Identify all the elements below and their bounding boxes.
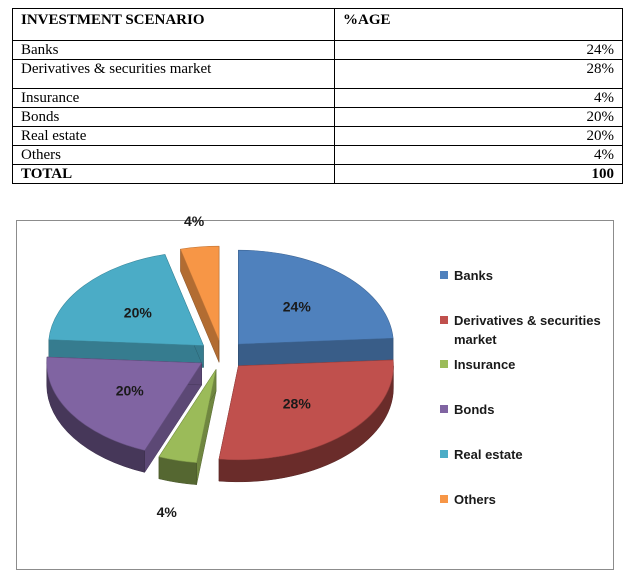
table-cell-percentage: 24% — [335, 41, 623, 60]
table-cell-percentage: 4% — [335, 146, 623, 165]
legend-item-insurance — [440, 355, 620, 374]
slice-data-label: 28% — [282, 395, 311, 412]
table-cell-percentage: 28% — [335, 60, 623, 89]
legend-swatch — [440, 271, 448, 279]
slice-data-label: 24% — [282, 298, 311, 315]
slice-data-label: 20% — [123, 304, 152, 321]
pie-slice-top — [238, 250, 393, 344]
pie-slice — [238, 250, 393, 366]
pie-slice — [219, 360, 393, 482]
legend-swatch — [440, 450, 448, 458]
slice-data-label: 4% — [156, 503, 177, 520]
table-cell-category: Real estate — [13, 127, 335, 146]
legend-item-others — [440, 490, 620, 509]
legend-label: Bonds — [454, 402, 495, 417]
legend-swatch — [440, 316, 448, 324]
table-cell-category: Insurance — [13, 89, 335, 108]
slice-data-label: 4% — [184, 212, 205, 229]
legend-item-real-estate — [440, 445, 620, 464]
table-cell-percentage: 20% — [335, 108, 623, 127]
slice-data-label: 20% — [115, 382, 144, 399]
legend-label: Insurance — [454, 357, 516, 372]
table-header-scenario: INVESTMENT SCENARIO — [13, 9, 335, 41]
table-cell-percentage: 4% — [335, 89, 623, 108]
legend-item-bonds — [440, 400, 620, 419]
legend-swatch — [440, 405, 448, 413]
table-cell-category: Banks — [13, 41, 335, 60]
legend-label: Banks — [454, 268, 494, 283]
table-cell-percentage: 20% — [335, 127, 623, 146]
legend-label: Real estate — [454, 447, 523, 462]
table-cell-category: Derivatives & securities market — [13, 60, 335, 89]
legend-item-banks — [440, 266, 620, 285]
legend-item-derivatives — [440, 311, 620, 349]
table-total-label: TOTAL — [13, 165, 335, 184]
table-header-percentage: %AGE — [335, 9, 623, 41]
table-total-value: 100 — [335, 165, 623, 184]
table-cell-category: Others — [13, 146, 335, 165]
legend-swatch — [440, 360, 448, 368]
legend-swatch — [440, 495, 448, 503]
table-cell-category: Bonds — [13, 108, 335, 127]
legend-label: Derivatives & securities market — [454, 313, 601, 347]
legend-label: Others — [454, 492, 496, 507]
